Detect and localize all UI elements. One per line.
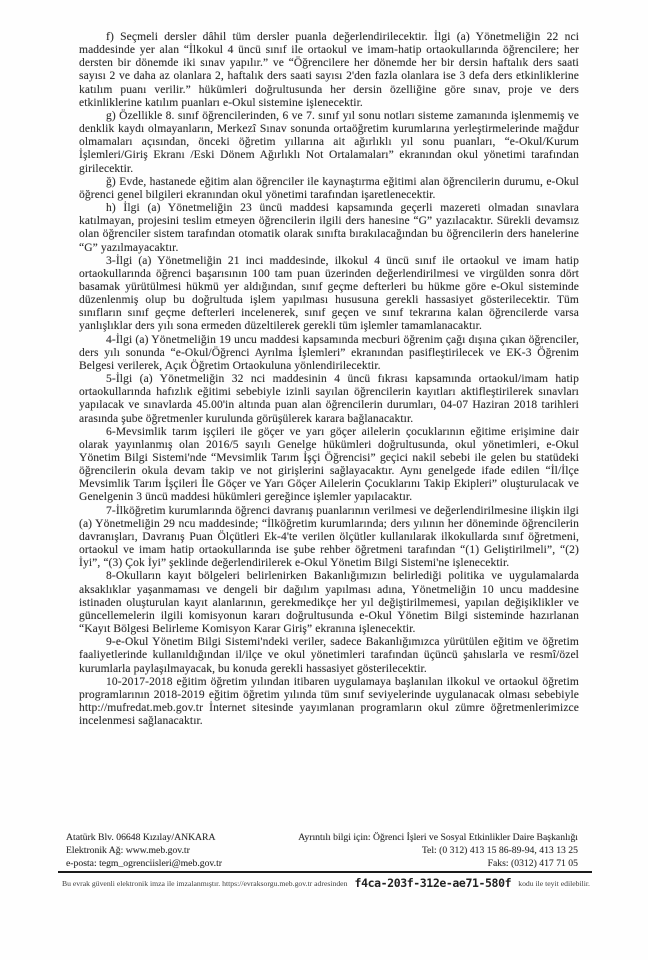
body-paragraph-6: 6-Mevsimlik tarım işçileri ile göçer ve yarı göçer ailelerin çocuklarının eğitime erişimine dair olarak yayınlanmış olan 2016/5 sayılı Genelge hükümleri doğrultusunda, okul yönetimleri, e-Okul Yönetim Bilgi Sistemi'nde “Mevsimlik Tarım İşçi Öğrencisi” geçici nakil sebebi ile gelen bu statüdeki öğrencilerin okula devam takip ve not girişlerini sağlayacaktır. Aynı genelgede ifade edilen “İl/İlçe Mevsimlik Tarım İşçileri İle Göçer ve Yarı Göçer Ailelerin Çocuklarını Takip Ekipleri” oluşturulacak ve Genelgenin 3 üncü maddesi hükümleri gereğince işlemler yapılacaktır. xyxy=(79,425,579,504)
verification-suffix-text: kodu ile teyit edilebilir. xyxy=(518,878,590,888)
body-paragraph-4: 4-İlgi (a) Yönetmeliğin 19 uncu maddesi kapsamında mecburi öğrenim çağı dışına çıkan öğrenciler, ders yılı sonunda “e-Okul/Öğrenci Ayrılma İşlemleri” ekranından pasifleştirilecek ve EK-3 Öğrenim Belgesi verilerek, Açık Öğretim Ortaokuluna yönlendirilecektir. xyxy=(79,333,579,372)
footer-web-line: Elektronik Ağ: www.meb.gov.tr xyxy=(66,845,190,857)
body-paragraph-7: 7-İlköğretim kurumlarında öğrenci davranış puanlarının verilmesi ve değerlendirilmesine ilişkin ilgi (a) Yönetmeliğin 29 ncu maddesinde; “İlköğretim kurumlarında; ders yılının her döneminde öğrencilerin davranışları, Davranış Puan Ölçütleri Ek-4'te verilen ölçütler kullanılarak ilkokullarda sınıf öğretmeni, ortaokul ve imam hatip ortaokullarında ise şube rehber öğretmeni tarafından “(1) Geliştirilmeli”, “(2) İyi”, “(3) Çok İyi” şeklinde değerlendirilerek e-Okul Yönetim Bilgi Sistemi'ne işlenecektir. xyxy=(79,504,579,570)
verification-code: f4ca-203f-312e-ae71-580f xyxy=(354,876,512,890)
document-body xyxy=(79,31,579,728)
footer-fax-line: Faks: (0312) 417 71 05 xyxy=(487,858,578,870)
footer-contact-block xyxy=(298,831,578,871)
body-paragraph-gbreve: ğ) Evde, hastanede eğitim alan öğrenciler ile kaynaştırma eğitimi alan öğrencilerin durumu, e-Okul öğrenci genel bilgileri ekranından okul yönetimi tarafından işaretlenecektir. xyxy=(79,175,579,201)
body-paragraph-3: 3-İlgi (a) Yönetmeliğin 21 inci maddesinde, ilkokul 4 üncü sınıf ile ortaokul ve imam hatip ortaokullarında öğrenci başarısının 100 tam puan üzerinden değerlendirilmesi ve virgülden sonra dört basamak yürütülmesi hükmü yer aldığından, sınıf geçme defterleri bu hükme göre e-Okul sisteminde düzenlenmiş olup bu doğrultuda işlem yapılması hususuna gerekli hassasiyet gösterilecektir. Tüm sınıfların sınıf geçme defterleri incelenerek, sınıf geçen ve sınıf tekrarına kalan öğrencilerde varsa yanlışlıklar ders yılı sona ermeden düzeltilerek gerekli tüm işlemler tamamlanacaktır. xyxy=(79,254,579,333)
footer-address-block xyxy=(66,831,222,871)
body-paragraph-8: 8-Okulların kayıt bölgeleri belirlenirken Bakanlığımızın belirlediği politika ve uygulamalarda aksaklıklar yaşanmaması ve dengeli bir dağılım yapılması adına, Yönetmeliğin 10 uncu maddesine istinaden oluşturulan kayıt alanlarının, gerekmedikçe her yıl değiştirilmemesi, yapılan değişiklikler ve güncellemelerin ilgili komisyonun kararı doğrultusunda e-Okul Yönetim Bilgi sisteminde hazırlanan “Kayıt Bölgesi Belirleme Komisyon Karar Giriş” ekranına işlenecektir. xyxy=(79,570,579,636)
body-paragraph-g: g) Özellikle 8. sınıf öğrencilerinden, 6 ve 7. sınıf yıl sonu notları sisteme zamanında işlenmemiş ve denklik kaydı olmayanların, Merkezî Sınav sonunda ortaöğretim kurumlarına yerleştirmelerinde mağdur olmamaları açısından, önceki öğretim yıllarına ait ağırlıklı yıl sonu puanları, “e-Okul/Kurum İşlemleri/Giriş Ekranı /Eski Dönem Ağırlıklı Not Ortalamaları” ekranından okul yönetimi tarafından girilecektir. xyxy=(79,109,579,175)
footer-info-line: Ayrıntılı bilgi için: Öğrenci İşleri ve Sosyal Etkinlikler Daire Başkanlığı xyxy=(298,832,578,843)
body-paragraph-f: f) Seçmeli dersler dâhil tüm dersler puanla değerlendirilecektir. İlgi (a) Yönetmeliğin 22 nci maddesinde yer alan “İlkokul 4 üncü sınıf ile ortaokul ve imam-hatip ortaokullarında öğrencilere; her dersten bir dönemde iki sınav yapılır.” ve “Öğrencilere her dönemde her bir dersin haftalık ders saati sayısı 2 ve daha az olanlara 2, haftalık ders saati sayısı 2'den fazla olanlara ise 3 defa ders etkinliklerine katılım puanı verilir.” hükümleri doğrultusunda her dersin özelliğine göre sınav, proje ve ders etkinliklerine katılım puanları e-Okul sistemine işlenecektir. xyxy=(79,31,579,109)
verification-bar xyxy=(62,876,590,890)
body-paragraph-h: h) İlgi (a) Yönetmeliğin 23 üncü maddesi kapsamında geçerli mazereti olmadan sınavlara katılmayan, projesini teslim etmeyen öğrencilerin ilgili ders hanesine “G” yazılacaktır. Sürekli devamsız olan öğrenciler sistem tarafından otomatik olarak sınıfta bırakılacağından bu öğrencilerin ders hanelerine “G” yazılmayacaktır. xyxy=(79,202,579,254)
footer-divider-rule xyxy=(58,871,592,873)
body-paragraph-5: 5-İlgi (a) Yönetmeliğin 32 nci maddesinin 4 üncü fıkrası kapsamında ortaokul/imam hatip ortaokullarında hafızlık eğitimi sebebiyle izinli sayılan öğrencilerin kayıtları aktifleştirilerek sınavları yapılacak ve sınavlarda 45.00'in altında puan alan öğrencilerin durumları, 04-07 Haziran 2018 tarihleri arasında şube öğretmenler kurulunda görüşülerek karara bağlanacaktır. xyxy=(79,373,579,425)
body-paragraph-10: 10-2017-2018 eğitim öğretim yılından itibaren uygulamaya başlanılan ilkokul ve ortaokul öğretim programlarının 2018-2019 eğitim öğretim yılında tüm sınıf seviyelerinde uygulanacak olması sebebiyle http://mufredat.meb.gov.tr İnternet sitesinde yayımlanan programların okul zümre öğretmenlerimizce incelenmesi sağlanacaktır. xyxy=(79,675,579,728)
footer-address-line: Atatürk Blv. 06648 Kızılay/ANKARA xyxy=(66,832,216,843)
footer-email-line: e-posta: tegm_ogrenciisleri@meb.gov.tr xyxy=(66,858,222,870)
body-paragraph-9: 9-e-Okul Yönetim Bilgi Sistemi'ndeki veriler, sadece Bakanlığımızca yürütülen eğitim ve öğretim faaliyetlerinde kullanıldığından il/ilçe ve okul yönetimleri tarafından üçüncü şahıslarla ve resmî/özel kurumlarla paylaşılmayacak, bu konuda gerekli hassasiyet gösterilecektir. xyxy=(79,636,579,675)
verification-prefix-text: Bu evrak güvenli elektronik imza ile imzalanmıştır. https://evraksorgu.meb.gov.tr adresinden xyxy=(62,878,348,888)
footer-tel-line: Tel: (0 312) 413 15 86-89-94, 413 13 25 xyxy=(421,845,578,857)
